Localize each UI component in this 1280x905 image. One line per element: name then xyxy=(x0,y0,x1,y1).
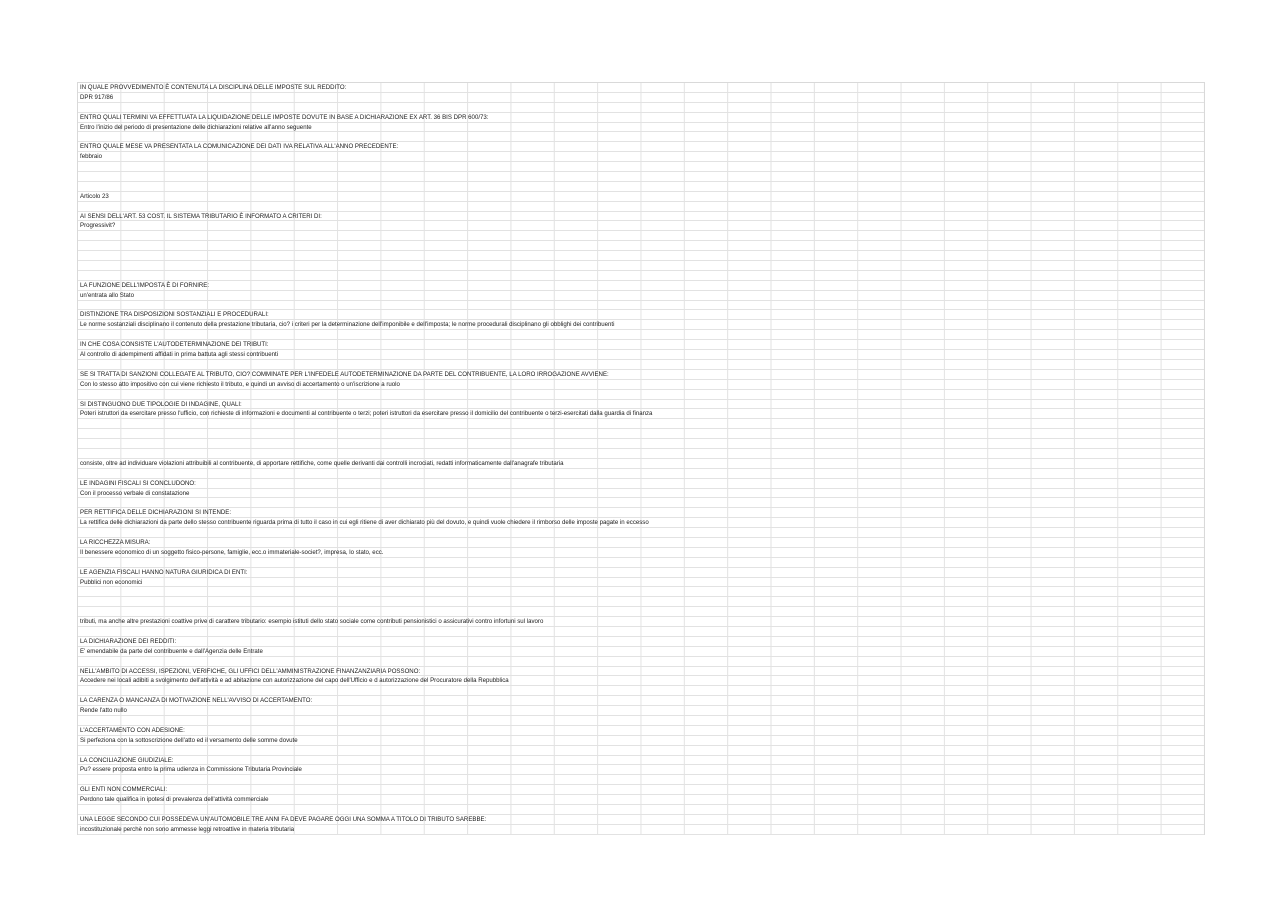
cell-text: SI DISTINGUONO DUE TIPOLOGIE DI INDAGINE, QUALI: xyxy=(80,400,242,408)
cell-text: NELL'AMBITO DI ACCESSI, ISPEZIONI, VERIFICHE, GLI UFFICI DELL'AMMINISTRAZIONE FINANZANZIARIA POSSONO: xyxy=(80,667,421,675)
sheet-row xyxy=(78,587,1205,597)
cell-text: Pu? essere proposta entro la prima udienza in Commissione Tributaria Provinciale xyxy=(80,766,302,774)
sheet-row xyxy=(78,597,1205,607)
sheet-row xyxy=(78,429,1205,439)
sheet-row xyxy=(78,825,1205,835)
sheet-row xyxy=(78,498,1205,508)
sheet-row xyxy=(78,142,1205,152)
cell-text: Pubblici non economici xyxy=(80,578,143,586)
sheet-row xyxy=(78,657,1205,667)
cell-text: ENTRO QUALI TERMINI VA EFFETTUATA LA LIQUIDAZIONE DELLE IMPOSTE DOVUTE IN BASE A DICHIARAZIONE EX ART. 36 BIS DPR 600/73: xyxy=(80,113,489,121)
sheet-row xyxy=(78,785,1205,795)
cell-text: LA RICCHEZZA MISURA: xyxy=(80,538,151,546)
sheet-row xyxy=(78,182,1205,192)
sheet-row xyxy=(78,518,1205,528)
sheet-row xyxy=(78,765,1205,775)
sheet-row xyxy=(78,172,1205,182)
cell-text: incostituzionale perchè non sono ammesse leggi retroattive in materia tributaria xyxy=(80,825,295,833)
cell-text: consiste, oltre ad individuare violazioni attribuibili al contribuente, di apportare rettifiche, come quelle derivanti dai controlli incrociati, redatti informaticamente dall'anagrafe tributaria xyxy=(80,459,564,467)
sheet-row xyxy=(78,301,1205,311)
cell-text: un'entrata allo Stato xyxy=(80,291,135,299)
cell-text: AI SENSI DELL'ART. 53 COST. IL SISTEMA TRIBUTARIO È INFORMATO A CRITERI DI: xyxy=(80,212,322,220)
sheet-row xyxy=(78,400,1205,410)
cell-text: ENTRO QUALE MESE VA PRESENTATA LA COMUNICAZIONE DEI DATI IVA RELATIVA ALL'ANNO PRECEDENTE: xyxy=(80,143,399,151)
cell-text: Il benessere economico di un soggetto fisico-persone, famiglie, ecc.o immateriale-societ?, impresa, lo stato, ecc. xyxy=(80,548,384,556)
cell-text: Poteri istruttori da esercitare presso l'ufficio, con richieste di informazioni e documenti al contribuente o terzi; poteri istruttori da esercitare presso il domicilio del contribuente o terzi-esercitati dalla guardia di finanza xyxy=(80,410,653,418)
sheet-row xyxy=(78,627,1205,637)
cell-text: Perdono tale qualifica in ipotesi di prevalenza dell'attività commerciale xyxy=(80,796,269,804)
sheet-row xyxy=(78,113,1205,123)
sheet-row xyxy=(78,805,1205,815)
sheet-row xyxy=(78,221,1205,231)
sheet-row xyxy=(78,568,1205,578)
sheet-row xyxy=(78,380,1205,390)
sheet-row xyxy=(78,459,1205,469)
sheet-row xyxy=(78,548,1205,558)
cell-text: Entro l'inizio del periodo di presentazione delle dichiarazioni relative all'anno seguente xyxy=(80,123,312,131)
sheet-row xyxy=(78,360,1205,370)
sheet-row xyxy=(78,340,1205,350)
cell-text: DISTINZIONE TRA DISPOSIZIONI SOSTANZIALI E PROCEDURALI: xyxy=(80,311,269,319)
sheet-row xyxy=(78,291,1205,301)
sheet-row xyxy=(78,696,1205,706)
sheet-row xyxy=(78,123,1205,133)
sheet-row xyxy=(78,350,1205,360)
cell-text: LE INDAGINI FISCALI SI CONCLUDONO: xyxy=(80,479,196,487)
sheet-row xyxy=(78,756,1205,766)
cell-text: febbraio xyxy=(80,153,103,161)
cell-text: LE AGENZIA FISCALI HANNO NATURA GIURIDICA DI ENTI: xyxy=(80,568,248,576)
sheet-row xyxy=(78,330,1205,340)
cell-text: SE SI TRATTA DI SANZIONI COLLEGATE AL TRIBUTO, CIO? COMMINATE PER L'INFEDELE AUTODETERMINAZIONE DA PARTE DEL CONTRIBUENTE, LA LORO IRROGAZIONE AVVIENE: xyxy=(80,370,609,378)
sheet-row xyxy=(78,607,1205,617)
sheet-row xyxy=(78,617,1205,627)
sheet-row xyxy=(78,409,1205,419)
sheet-row xyxy=(78,152,1205,162)
sheet-row xyxy=(78,726,1205,736)
spreadsheet-grid xyxy=(77,82,1205,835)
cell-text: tributi, ma anche altre prestazioni coattive prive di carattere tributario: esempio istituti dello stato sociale come contributi pensionistici o assicurativi contro infortuni sul lavoro xyxy=(80,618,544,626)
sheet-row xyxy=(78,528,1205,538)
cell-text: Con il processo verbale di constatazione xyxy=(80,489,190,497)
sheet-row xyxy=(78,736,1205,746)
sheet-row xyxy=(78,469,1205,479)
sheet-row xyxy=(78,162,1205,172)
cell-text: Si perfeziona con la sottoscrizione dell'atto ed il versamento delle somme dovute xyxy=(80,736,298,744)
sheet-row xyxy=(78,192,1205,202)
sheet-row xyxy=(78,479,1205,489)
sheet-row xyxy=(78,775,1205,785)
sheet-row xyxy=(78,419,1205,429)
sheet-row xyxy=(78,202,1205,212)
sheet-row xyxy=(78,489,1205,499)
sheet-row xyxy=(78,578,1205,588)
sheet-row xyxy=(78,508,1205,518)
sheet-row xyxy=(78,637,1205,647)
cell-text: Progressivit? xyxy=(80,222,116,230)
sheet-row xyxy=(78,212,1205,222)
cell-text: Le norme sostanziali disciplinano il contenuto della prestazione tributaria, cio? i criteri per la determinazione dell'imponibile e dell'imposta; le norme procedurali disciplinano gli obblighi dei contribuenti xyxy=(80,321,615,329)
cell-text: UNA LEGGE SECONDO CUI POSSEDEVA UN'AUTOMOBILE TRE ANNI FA DEVE PAGARE OGGI UNA SOMMA A TITOLO DI TRIBUTO SAREBBE: xyxy=(80,815,487,823)
cell-text: IN QUALE PROVVEDIMENTO È CONTENUTA LA DISCIPLINA DELLE IMPOSTE SUL REDDITO: xyxy=(80,84,347,91)
sheet-row xyxy=(78,320,1205,330)
sheet-row xyxy=(78,795,1205,805)
sheet-row xyxy=(78,103,1205,113)
sheet-row xyxy=(78,746,1205,756)
cell-text: E' emendabile da parte del contribuente e dall'Agenzia delle Entrate xyxy=(80,647,263,655)
sheet-row xyxy=(78,716,1205,726)
cell-text: Accedere nei locali adibiti a svolgimento dell'attività e ad abitazione con autorizzazione del capo dell'Ufficio e d autorizzazione del Procuratore della Repubblica xyxy=(80,677,509,685)
sheet-row xyxy=(78,676,1205,686)
sheet-row xyxy=(78,647,1205,657)
sheet-row xyxy=(78,83,1205,93)
sheet-row xyxy=(78,449,1205,459)
cell-text: Con lo stesso atto impositivo con cui viene richiesto il tributo, e quindi un avviso di accertamento o un'iscrizione a ruolo xyxy=(80,380,400,388)
sheet-row xyxy=(78,310,1205,320)
sheet-row xyxy=(78,815,1205,825)
sheet-row xyxy=(78,93,1205,103)
cell-text: LA CARENZA O MANCANZA DI MOTIVAZIONE NELL'AVVISO DI ACCERTAMENTO: xyxy=(80,697,313,705)
sheet-row xyxy=(78,667,1205,677)
cell-text: L'ACCERTAMENTO CON ADESIONE: xyxy=(80,726,185,734)
sheet-row xyxy=(78,558,1205,568)
sheet-row xyxy=(78,706,1205,716)
cell-text: Rende l'atto nullo xyxy=(80,707,127,715)
sheet-row xyxy=(78,370,1205,380)
sheet-row xyxy=(78,439,1205,449)
cell-text: DPR 917/86 xyxy=(80,93,114,101)
cell-text: Al controllo di adempimenti affidati in prima battuta agli stessi contribuenti xyxy=(80,351,279,359)
sheet-row xyxy=(78,271,1205,281)
cell-text: PER RETTIFICA DELLE DICHIARAZIONI SI INTENDE: xyxy=(80,509,232,517)
cell-text: LA CONCILIAZIONE GIUDIZIALE: xyxy=(80,756,174,764)
cell-text: Articolo 23 xyxy=(80,192,109,200)
sheet-row xyxy=(78,538,1205,548)
sheet-row xyxy=(78,231,1205,241)
sheet-row xyxy=(78,251,1205,261)
cell-text: LA DICHIARAZIONE DEI REDDITI: xyxy=(80,637,177,645)
sheet-row xyxy=(78,241,1205,251)
cell-text: La rettifica delle dichiarazioni da parte dello stesso contribuente riguarda prima di tutto il caso in cui egli ritiene di aver dichiarato più del dovuto, e quindi vuole chiedere il rimborso delle imposte pagate in eccesso xyxy=(80,519,649,527)
cell-text: IN CHE COSA CONSISTE L'AUTODETERMINAZIONE DEI TRIBUTI: xyxy=(80,341,269,349)
sheet-row xyxy=(78,686,1205,696)
sheet-row xyxy=(78,281,1205,291)
sheet-row xyxy=(78,390,1205,400)
cell-text: GLI ENTI NON COMMERCIALI: xyxy=(80,786,168,794)
sheet-row xyxy=(78,261,1205,271)
cell-text: LA FUNZIONE DELL'IMPOSTA È DI FORNIRE: xyxy=(80,281,210,289)
sheet-row xyxy=(78,132,1205,142)
